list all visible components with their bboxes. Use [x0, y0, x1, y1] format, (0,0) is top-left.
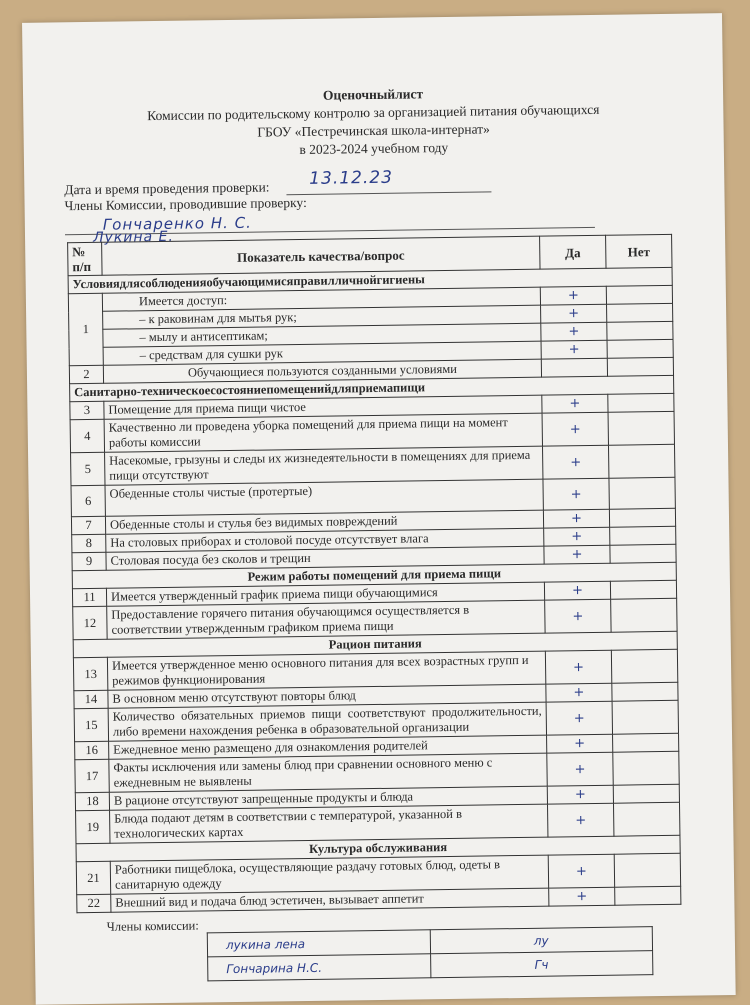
document-subtitle-school: ГБОУ «Пестречинская школа-интернат»: [257, 121, 490, 140]
row-no-cell: [610, 526, 676, 545]
date-value: 13.12.23: [309, 167, 394, 189]
row-text: Имеется доступ:: [102, 287, 540, 311]
row-yes-mark: +: [544, 527, 610, 546]
row-yes-mark: +: [542, 412, 608, 446]
row-yes-mark: +: [540, 286, 606, 305]
row-text: Столовая посуда без сколов и трещин: [106, 546, 544, 570]
row-text: – к раковинам для мытья рук;: [103, 305, 541, 329]
row-text: Блюда подают детям в соответствии с температурой, указанной в технологических картах: [110, 804, 548, 843]
column-header-no: Нет: [606, 234, 672, 268]
row-no-cell: [610, 544, 676, 563]
evaluation-table: [67, 234, 681, 913]
row-yes-mark: [541, 358, 607, 377]
row-no-cell: [611, 598, 677, 632]
column-header-indicator: Показатель качества/вопрос: [102, 236, 540, 275]
row-no-cell: [608, 393, 674, 412]
row-yes-mark: +: [545, 599, 611, 633]
row-text: Обучающиеся пользуются созданными условиями: [103, 359, 541, 383]
row-no-cell: [612, 700, 678, 734]
signature-name: Гончарина Н.С.: [208, 954, 431, 981]
row-number: 1: [68, 293, 103, 365]
row-yes-mark: +: [541, 304, 607, 323]
row-no-cell: [611, 649, 677, 683]
row-no-cell: [613, 751, 679, 785]
row-number: 13: [73, 657, 107, 690]
date-label: Дата и время проведения проверки:: [64, 179, 270, 198]
document-subtitle-year: в 2023-2024 учебном году: [299, 139, 449, 158]
row-text: Помещение для приема пищи чистое: [104, 395, 542, 419]
row-yes-mark: +: [547, 803, 613, 837]
row-yes-mark: +: [546, 683, 612, 702]
row-yes-mark: +: [548, 854, 614, 888]
row-no-cell: [607, 339, 673, 358]
member-handwritten-1: Гончаренко Н. С.: [102, 213, 252, 234]
row-no-cell: [608, 411, 674, 445]
row-number: 12: [73, 606, 107, 639]
row-yes-mark: +: [546, 701, 612, 735]
row-number: 3: [70, 401, 104, 419]
document-title: Оценочныйлист: [322, 86, 424, 103]
signature-row: [208, 951, 653, 981]
row-yes-mark: +: [541, 340, 607, 359]
row-no-cell: [613, 784, 679, 803]
date-underline: [286, 191, 491, 195]
signature-mark: лу: [430, 927, 653, 954]
signature-table: [207, 926, 654, 981]
row-number: 14: [74, 690, 108, 708]
row-text: В рационе отсутствуют запрещенные продукты и блюда: [109, 786, 547, 810]
section-service: Культура обслуживания: [76, 835, 680, 861]
row-number: 4: [70, 419, 104, 452]
row-number: 17: [75, 759, 109, 792]
row-number: 6: [71, 485, 105, 516]
document-subtitle-commission: Комиссии по родительскому контролю за организацией питания обучающихся: [147, 101, 600, 124]
row-no-cell: [609, 508, 675, 527]
signature-mark: Гч: [430, 951, 653, 978]
row-yes-mark: +: [549, 887, 615, 906]
row-yes-mark: +: [543, 509, 609, 528]
row-yes-mark: +: [545, 650, 611, 684]
evaluation-sheet: [22, 13, 736, 1005]
row-number: 7: [71, 516, 105, 534]
row-no-cell: [615, 886, 681, 905]
row-no-cell: [613, 733, 679, 752]
row-text: Внешний вид и подача блюд эстетичен, вызывает аппетит: [111, 888, 549, 912]
row-no-cell: [607, 357, 673, 376]
row-yes-mark: +: [547, 785, 613, 804]
section-diet: Рацион питания: [73, 631, 677, 657]
section-schedule: Режим работы помещений для приема пищи: [72, 562, 676, 588]
row-text: Имеется утвержденное меню основного питания для всех возрастных групп и режимов функционирования: [107, 651, 545, 690]
row-number: 2: [69, 365, 103, 383]
row-number: 21: [76, 861, 110, 894]
row-yes-mark: +: [542, 445, 608, 479]
row-text: В основном меню отсутствуют повторы блюд: [108, 684, 546, 708]
section-sanitary: Санитарно-техническоесостояниепомещенийдляприемапищи: [70, 375, 674, 401]
row-text: Качественно ли проведена уборка помещений для приема пищи на момент работы комиссии: [104, 413, 542, 452]
row-number: 8: [72, 534, 106, 552]
row-number: 18: [75, 792, 109, 810]
row-number: 11: [72, 588, 106, 606]
row-text: Обеденные столы чистые (протертые): [105, 479, 543, 516]
row-text: Предоставление горячего питания обучающимся осуществляется в соответствии утвержденным графиком приема пищи: [107, 600, 545, 639]
row-text: Имеется утвержденный график приема пищи обучающимися: [106, 582, 544, 606]
row-yes-mark: +: [547, 752, 613, 786]
row-number: 22: [77, 894, 111, 912]
column-header-number: № п/п: [68, 242, 102, 275]
row-number: 15: [74, 708, 108, 741]
column-header-yes: Да: [540, 235, 606, 269]
row-text: – средствам для сушки рук: [103, 341, 541, 365]
row-text: Обеденные столы и стулья без видимых повреждений: [105, 510, 543, 534]
row-yes-mark: +: [543, 478, 609, 510]
row-no-cell: [609, 477, 675, 509]
row-yes-mark: +: [542, 394, 608, 413]
row-no-cell: [607, 303, 673, 322]
row-text: Насекомые, грызуны и следы их жизнедеятельности в помещениях для приема пищи отсутствуют: [105, 446, 543, 485]
row-no-cell: [607, 321, 673, 340]
row-yes-mark: +: [547, 734, 613, 753]
section-hygiene: Условиядлясоблюденияобучающимисяправилличнойгигиены: [68, 267, 672, 293]
row-text: Факты исключения или замены блюд при сравнении основного меню с ежедневным не выявлены: [109, 753, 547, 792]
members-label: Члены Комиссии, проводившие проверку:: [64, 194, 307, 214]
row-text: На столовых приборах и столовой посуде отсутствует влага: [106, 528, 544, 552]
row-yes-mark: +: [544, 581, 610, 600]
row-text: Работники пищеблока, осуществляющие раздачу готовых блюд, одеты в санитарную одежду: [110, 855, 548, 894]
member-handwritten-2: Лукина Е.: [92, 228, 175, 246]
row-text: Ежедневное меню размещено для ознакомления родителей: [109, 735, 547, 759]
row-yes-mark: +: [541, 322, 607, 341]
row-number: 9: [72, 552, 106, 570]
row-no-cell: [614, 853, 680, 887]
row-no-cell: [608, 444, 674, 478]
signature-name: лукина лена: [207, 930, 430, 957]
row-yes-mark: +: [544, 545, 610, 564]
row-no-cell: [612, 682, 678, 701]
row-no-cell: [606, 285, 672, 304]
row-text: Количество обязательных приемов пищи соответствуют продолжительности, либо времени нахождения ребенка в образовательной организации: [108, 702, 546, 741]
row-no-cell: [613, 802, 679, 836]
row-number: 16: [75, 741, 109, 759]
row-number: 5: [71, 452, 105, 485]
row-text: – мылу и антисептикам;: [103, 323, 541, 347]
row-no-cell: [610, 580, 676, 599]
row-number: 19: [76, 810, 110, 843]
signature-block-label: Члены комиссии:: [106, 918, 199, 934]
